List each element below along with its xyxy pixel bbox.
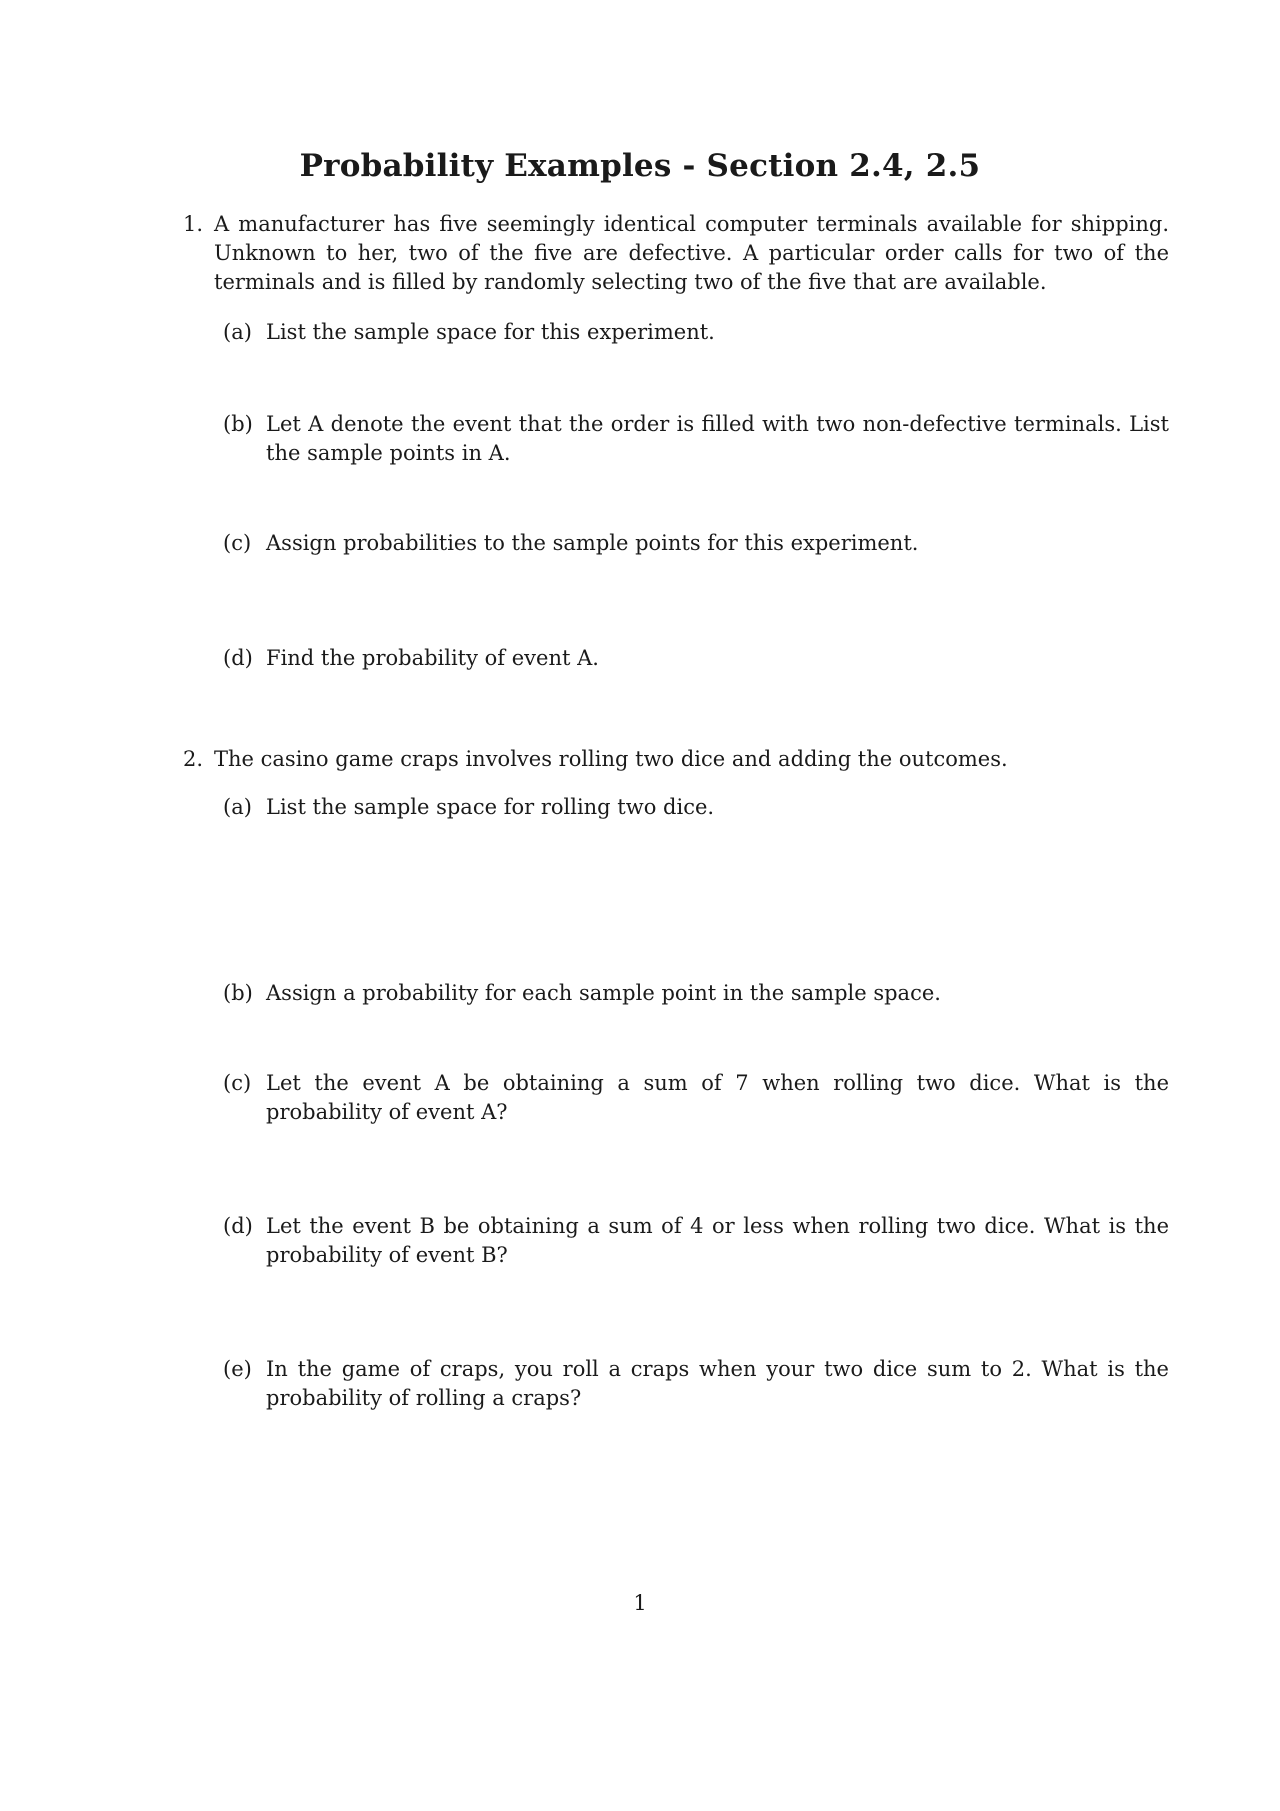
problem-2-part-e-label: (e) (223, 1357, 252, 1381)
problem-2-number: 2. (183, 747, 204, 771)
problem-1-part-b-label: (b) (223, 412, 253, 436)
problem-1-part-b-text: Let A denote the event that the order is filled with two non-defective terminals. List the sample points in A. (266, 412, 1169, 465)
problem-2-part-d-label: (d) (223, 1214, 253, 1238)
problem-1-part-d-label: (d) (223, 646, 253, 670)
problem-2-part-b-label: (b) (223, 981, 253, 1005)
problem-2-part-d-text: Let the event B be obtaining a sum of 4 or less when rolling two dice. What is the probability of event B? (266, 1214, 1169, 1267)
problem-2-part-e-text: In the game of craps, you roll a craps when your two dice sum to 2. What is the probability of rolling a craps? (266, 1357, 1169, 1410)
problem-2-part-c-text: Let the event A be obtaining a sum of 7 when rolling two dice. What is the probability of event A? (266, 1071, 1169, 1124)
problem-2-part-c-label: (c) (223, 1071, 252, 1095)
problem-2-text: The casino game craps involves rolling two dice and adding the outcomes. (214, 747, 1008, 771)
problem-1-part-a-text: List the sample space for this experiment. (266, 320, 715, 344)
problem-1-number: 1. (183, 212, 204, 236)
problem-1-part-a-label: (a) (223, 320, 252, 344)
problem-1-part-c-label: (c) (223, 531, 252, 555)
problem-2-part-a-label: (a) (223, 795, 252, 819)
problem-1-part-d-text: Find the probability of event A. (266, 646, 599, 670)
problem-1-text: A manufacturer has five seemingly identical computer terminals available for shipping. Unknown to her, two of the five are defective. A particular order calls for two of the terminals and is filled by randomly selecting two of the five that are available. (214, 212, 1169, 294)
page-title: Probability Examples - Section 2.4, 2.5 (299, 148, 981, 184)
page-number: 1 (633, 1591, 647, 1615)
problem-1-part-c-text: Assign probabilities to the sample points for this experiment. (266, 531, 919, 555)
problem-2-part-b-text: Assign a probability for each sample point in the sample space. (266, 981, 941, 1005)
problem-2-part-a-text: List the sample space for rolling two dice. (266, 795, 715, 819)
